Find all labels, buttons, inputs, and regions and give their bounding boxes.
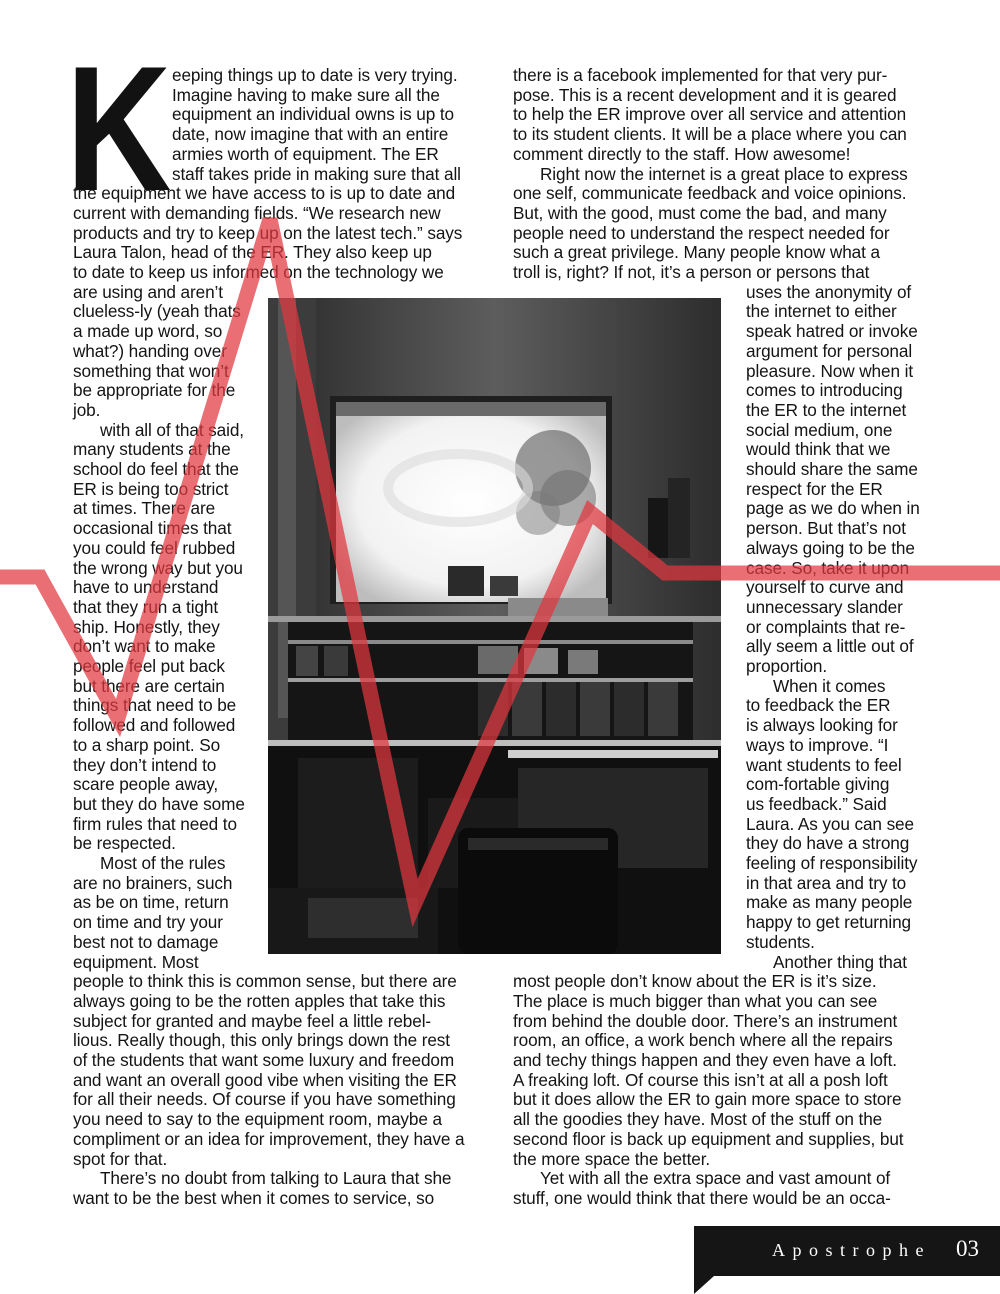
- text-line: date, now imagine that with an entire: [172, 124, 449, 145]
- text-line: most people don’t know about the ER is it’s size.: [513, 971, 877, 992]
- text-line: pleasure. Now when it: [746, 360, 913, 381]
- text-line: When it comes: [773, 675, 886, 696]
- text-line: one self, communicate feedback and voice opinions.: [513, 183, 907, 204]
- text-line: occasional times that: [73, 518, 232, 539]
- text-line: but it does allow the ER to gain more space to store: [513, 1089, 902, 1110]
- text-line: page as we do when in: [746, 498, 920, 519]
- text-line: don’t want to make: [73, 636, 216, 657]
- text-line: make as many people: [746, 892, 913, 913]
- text-line: want to be the best when it comes to service, so: [73, 1187, 435, 1208]
- text-line: be appropriate for the: [73, 380, 236, 401]
- text-line: things that need to be: [73, 695, 237, 716]
- text-line: the wrong way but you: [73, 557, 243, 578]
- text-line: products and try to keep up on the latest tech.” says: [73, 222, 463, 243]
- text-line: ship. Honestly, they: [73, 616, 220, 637]
- text-line: eeping things up to date is very trying.: [172, 65, 458, 85]
- magazine-name: Apostrophe: [772, 1240, 931, 1260]
- text-line: want students to feel: [746, 754, 902, 775]
- text-line: are no brainers, such: [73, 872, 233, 893]
- text-line: Laura. As you can see: [746, 813, 914, 834]
- text-line: many students at the: [73, 439, 231, 460]
- equipment-room-image: [268, 298, 721, 954]
- text-line: and techy things happen and they even have a loft.: [513, 1050, 897, 1070]
- text-line: you could feel rubbed: [73, 537, 236, 558]
- text-line: to a sharp point. So: [73, 734, 221, 755]
- text-line: the ER to the internet: [746, 399, 907, 420]
- text-line: to feedback the ER: [746, 695, 891, 716]
- text-line: people to think this is common sense, but there are: [73, 971, 457, 992]
- text-line: to its student clients. It will be a place where you can: [513, 124, 907, 145]
- text-line: compliment or an idea for improvement, they have a: [73, 1128, 465, 1149]
- text-line: com-fortable giving: [746, 774, 890, 795]
- text-line: Laura Talon, head of the ER. They also keep up: [73, 242, 432, 263]
- text-line: firm rules that need to: [73, 813, 237, 834]
- text-line: ways to improve. “I: [746, 734, 889, 755]
- text-line: feeling of responsibility: [746, 853, 918, 873]
- text-line: argument for personal: [746, 340, 913, 361]
- text-line: at times. There are: [73, 498, 216, 519]
- text-line: Yet with all the extra space and vast amount of: [540, 1168, 891, 1189]
- text-line: to date to keep us informed on the technology we: [73, 262, 444, 282]
- text-line: they do have a strong: [746, 833, 910, 854]
- text-line: people need to understand the respect needed for: [513, 222, 890, 243]
- text-line: yourself to curve and: [746, 577, 904, 598]
- text-line: what?) handing over: [73, 340, 227, 361]
- text-line: case. So, take it upon: [746, 557, 910, 578]
- text-line: something that won’t: [73, 360, 229, 381]
- text-line: lious. Really though, this only brings down the rest: [73, 1030, 450, 1051]
- text-line: ally seem a little out of: [746, 636, 914, 657]
- text-line: there is a facebook implemented for that very pur-: [513, 65, 888, 85]
- text-line: of the students that want some luxury and freedom: [73, 1050, 455, 1070]
- text-line: a made up word, so: [73, 321, 223, 342]
- text-line: room, an office, a work bench where all the repairs: [513, 1030, 893, 1051]
- text-line: clueless-ly (yeah thats: [73, 301, 241, 322]
- text-line: always going to be the rotten apples that take this: [73, 990, 446, 1011]
- text-line: but there are certain: [73, 675, 225, 696]
- text-line: comment directly to the staff. How awesome!: [513, 143, 851, 164]
- text-line: There’s no doubt from talking to Laura that she: [100, 1168, 452, 1189]
- text-line: pose. This is a recent development and it is geared: [513, 84, 897, 105]
- text-line: you need to say to the equipment room, maybe a: [73, 1109, 442, 1130]
- text-line: equipment an individual owns is up to: [172, 104, 454, 125]
- text-line: Right now the internet is a great place to express: [540, 163, 908, 184]
- text-line: but they do have some: [73, 793, 245, 814]
- text-line: second floor is back up equipment and supplies, but: [513, 1128, 904, 1149]
- text-line: or complaints that re-: [746, 616, 906, 637]
- text-line: to help the ER improve over all service and attention: [513, 104, 907, 125]
- text-line: social medium, one: [746, 419, 893, 440]
- text-line: that they run a tight: [73, 596, 219, 617]
- text-line: are using and aren’t: [73, 281, 223, 302]
- text-line: spot for that.: [73, 1148, 168, 1169]
- text-line: troll is, right? If not, it’s a person or persons that: [513, 262, 870, 282]
- text-line: uses the anonymity of: [746, 281, 912, 302]
- text-line: people feel put back: [73, 656, 225, 676]
- text-line: would think that we: [746, 439, 891, 460]
- text-line: in that area and try to: [746, 872, 907, 893]
- text-line: unnecessary slander: [746, 596, 903, 617]
- text-line: respect for the ER: [746, 478, 883, 499]
- text-line: stuff, one would think that there would be an occa-: [513, 1187, 891, 1208]
- equipment-room-photo: [268, 298, 721, 954]
- text-line: from behind the double door. There’s an instrument: [513, 1010, 898, 1031]
- text-line: on time and try your: [73, 912, 223, 933]
- text-line: should share the same: [746, 459, 918, 479]
- page-number: 03: [956, 1236, 979, 1261]
- text-line: staff takes pride in making sure that all: [172, 163, 461, 184]
- text-line: students.: [746, 931, 815, 952]
- text-line: Imagine having to make sure all the: [172, 84, 440, 105]
- text-line: equipment. Most: [73, 951, 199, 972]
- text-line: person. But that’s not: [746, 518, 906, 539]
- text-line: and want an overall good vibe when visiting the ER: [73, 1069, 457, 1090]
- text-line: current with demanding fields. “We research new: [73, 202, 441, 223]
- text-line: happy to get returning: [746, 912, 912, 933]
- text-line: us feedback.” Said: [746, 793, 887, 814]
- text-line: as be on time, return: [73, 892, 229, 913]
- text-line: the internet to either: [746, 301, 897, 322]
- text-line: Most of the rules: [100, 853, 226, 873]
- text-line: The place is much bigger than what you can see: [513, 990, 878, 1011]
- text-line: Another thing that: [773, 951, 907, 972]
- text-line: best not to damage: [73, 931, 219, 952]
- text-line: armies worth of equipment. The ER: [172, 143, 439, 164]
- text-line: comes to introducing: [746, 380, 903, 401]
- text-line: be respected.: [73, 833, 176, 854]
- text-line: ER is being too strict: [73, 478, 229, 499]
- text-line: for all their needs. Of course if you have something: [73, 1089, 456, 1110]
- text-line: such a great privilege. Many people know what a: [513, 242, 880, 263]
- text-line: have to understand: [73, 577, 219, 598]
- text-line: subject for granted and maybe feel a little rebel-: [73, 1010, 432, 1031]
- text-line: they don’t intend to: [73, 754, 217, 775]
- text-line: speak hatred or invoke: [746, 321, 918, 342]
- text-line: the more space the better.: [513, 1148, 711, 1169]
- text-line: A freaking loft. Of course this isn’t at all a posh loft: [513, 1069, 888, 1090]
- text-line: all the goodies they have. Most of the stuff on the: [513, 1109, 883, 1130]
- text-line: with all of that said,: [100, 419, 244, 440]
- text-line: proportion.: [746, 656, 828, 676]
- text-line: scare people away,: [73, 774, 219, 795]
- text-line: job.: [73, 399, 101, 420]
- drop-cap: K: [66, 29, 172, 228]
- text-line: school do feel that the: [73, 459, 239, 479]
- text-line: is always looking for: [746, 715, 898, 736]
- text-line: But, with the good, must come the bad, and many: [513, 202, 887, 223]
- text-line: the equipment we have access to is up to date and: [73, 183, 456, 204]
- text-line: followed and followed: [73, 715, 236, 736]
- text-line: always going to be the: [746, 537, 915, 558]
